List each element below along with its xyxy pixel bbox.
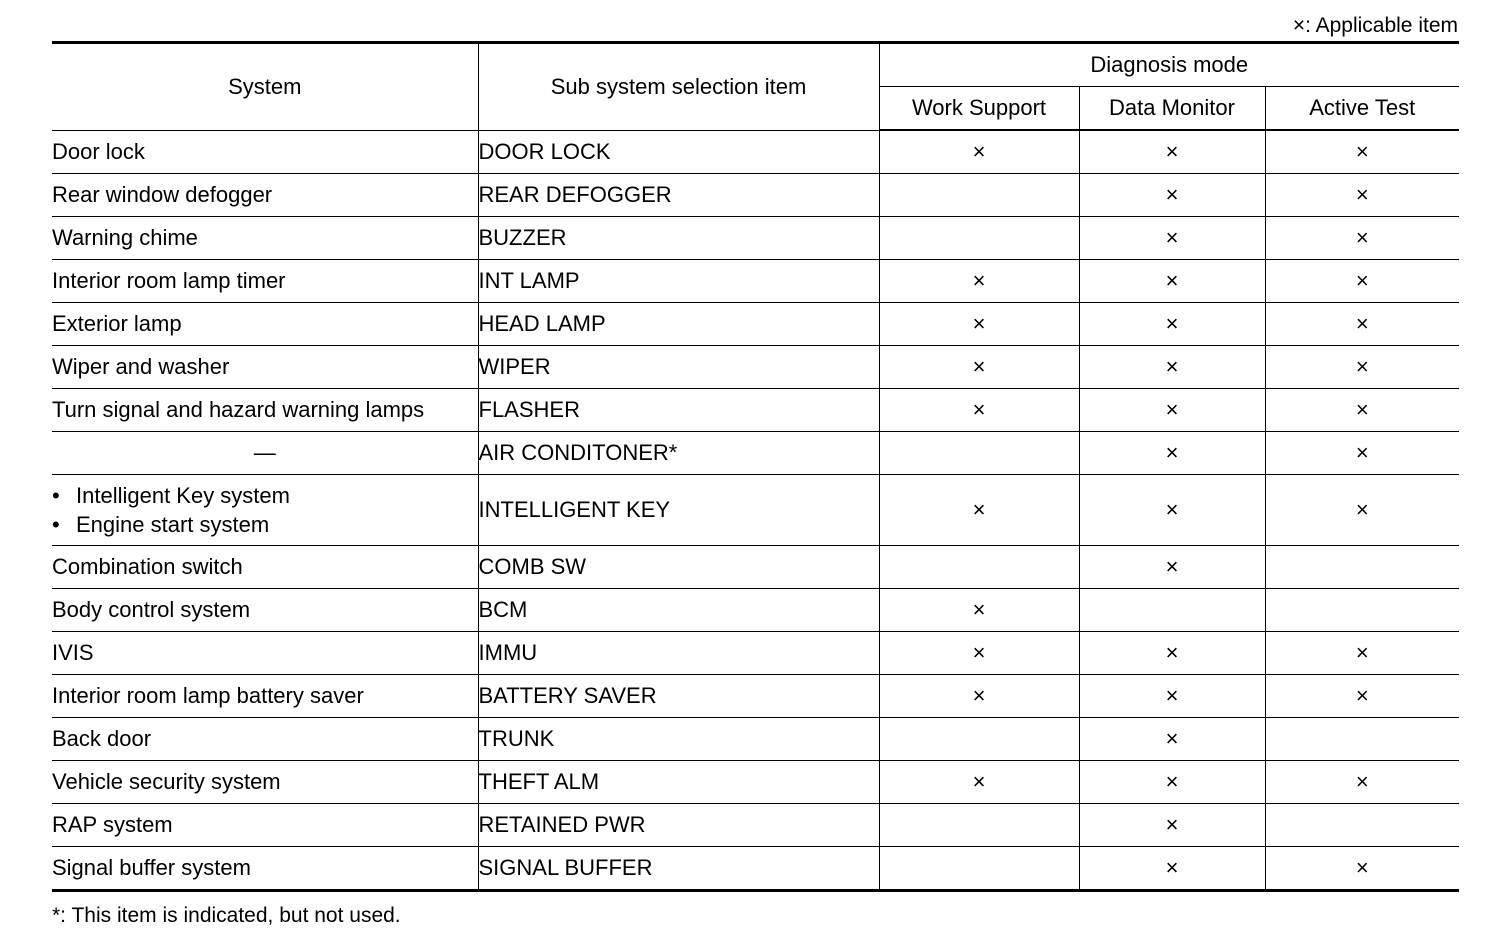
table-row xyxy=(52,546,1459,589)
work-support-mark: × xyxy=(879,389,1079,432)
active-test-mark: × xyxy=(1265,675,1459,718)
work-support-mark xyxy=(879,546,1079,589)
sub-system-cell: BUZZER xyxy=(478,217,879,260)
active-test-mark xyxy=(1265,546,1459,589)
bullet-item xyxy=(52,481,478,510)
system-cell: Interior room lamp battery saver xyxy=(52,675,478,718)
active-test-mark: × xyxy=(1265,346,1459,389)
sub-system-cell: RETAINED PWR xyxy=(478,804,879,847)
table-row xyxy=(52,174,1459,217)
active-test-mark: × xyxy=(1265,761,1459,804)
system-cell: Combination switch xyxy=(52,546,478,589)
data-monitor-mark: × xyxy=(1079,847,1265,891)
work-support-mark xyxy=(879,432,1079,475)
table-row xyxy=(52,130,1459,174)
data-monitor-mark: × xyxy=(1079,675,1265,718)
sub-system-cell: COMB SW xyxy=(478,546,879,589)
active-test-mark: × xyxy=(1265,130,1459,174)
active-test-mark: × xyxy=(1265,174,1459,217)
header-system: System xyxy=(52,43,478,131)
legend-applicable-item: ×: Applicable item xyxy=(1292,14,1458,37)
data-monitor-mark: × xyxy=(1079,346,1265,389)
sub-system-cell: THEFT ALM xyxy=(478,761,879,804)
system-cell: Turn signal and hazard warning lamps xyxy=(52,389,478,432)
system-cell: Back door xyxy=(52,718,478,761)
work-support-mark: × xyxy=(879,260,1079,303)
sub-system-cell: INTELLIGENT KEY xyxy=(478,475,879,546)
system-cell xyxy=(52,475,478,546)
table-row xyxy=(52,675,1459,718)
work-support-mark: × xyxy=(879,675,1079,718)
work-support-mark: × xyxy=(879,303,1079,346)
system-cell: Rear window defogger xyxy=(52,174,478,217)
data-monitor-mark: × xyxy=(1079,389,1265,432)
data-monitor-mark: × xyxy=(1079,130,1265,174)
work-support-mark: × xyxy=(879,632,1079,675)
data-monitor-mark: × xyxy=(1079,546,1265,589)
active-test-mark: × xyxy=(1265,389,1459,432)
data-monitor-mark: × xyxy=(1079,260,1265,303)
active-test-mark xyxy=(1265,589,1459,632)
table-row xyxy=(52,260,1459,303)
work-support-mark xyxy=(879,718,1079,761)
active-test-mark xyxy=(1265,804,1459,847)
footnote: *: This item is indicated, but not used. xyxy=(52,904,401,927)
sub-system-cell: DOOR LOCK xyxy=(478,130,879,174)
system-bullet-list xyxy=(52,481,478,539)
bullet-text: Intelligent Key system xyxy=(76,483,290,508)
diagnosis-mode-table xyxy=(52,41,1459,892)
work-support-mark xyxy=(879,804,1079,847)
bullet-icon: • xyxy=(52,512,60,537)
sub-system-cell: HEAD LAMP xyxy=(478,303,879,346)
table-row xyxy=(52,804,1459,847)
data-monitor-mark xyxy=(1079,589,1265,632)
active-test-mark: × xyxy=(1265,303,1459,346)
sub-system-cell: IMMU xyxy=(478,632,879,675)
sub-system-cell: BCM xyxy=(478,589,879,632)
work-support-mark xyxy=(879,174,1079,217)
header-sub-system: Sub system selection item xyxy=(478,43,879,131)
work-support-mark: × xyxy=(879,346,1079,389)
system-cell: Interior room lamp timer xyxy=(52,260,478,303)
sub-system-cell: BATTERY SAVER xyxy=(478,675,879,718)
work-support-mark xyxy=(879,847,1079,891)
data-monitor-mark: × xyxy=(1079,632,1265,675)
header-work-support: Work Support xyxy=(879,87,1079,131)
header-data-monitor: Data Monitor xyxy=(1079,87,1265,131)
sub-system-cell: WIPER xyxy=(478,346,879,389)
active-test-mark: × xyxy=(1265,632,1459,675)
work-support-mark: × xyxy=(879,761,1079,804)
work-support-mark: × xyxy=(879,130,1079,174)
sub-system-cell: INT LAMP xyxy=(478,260,879,303)
active-test-mark: × xyxy=(1265,475,1459,546)
bullet-icon: • xyxy=(52,483,60,508)
data-monitor-mark: × xyxy=(1079,718,1265,761)
data-monitor-mark: × xyxy=(1079,217,1265,260)
active-test-mark: × xyxy=(1265,217,1459,260)
table-row xyxy=(52,761,1459,804)
header-active-test: Active Test xyxy=(1265,87,1459,131)
system-cell: IVIS xyxy=(52,632,478,675)
work-support-mark: × xyxy=(879,475,1079,546)
work-support-mark: × xyxy=(879,589,1079,632)
active-test-mark: × xyxy=(1265,260,1459,303)
data-monitor-mark: × xyxy=(1079,761,1265,804)
sub-system-cell: AIR CONDITONER* xyxy=(478,432,879,475)
table-row xyxy=(52,303,1459,346)
table-row xyxy=(52,718,1459,761)
bullet-item xyxy=(52,510,478,539)
system-cell-empty-dash: — xyxy=(52,432,478,475)
data-monitor-mark: × xyxy=(1079,303,1265,346)
system-cell: Body control system xyxy=(52,589,478,632)
table-row xyxy=(52,475,1459,546)
active-test-mark: × xyxy=(1265,432,1459,475)
system-cell: Vehicle security system xyxy=(52,761,478,804)
system-cell: Warning chime xyxy=(52,217,478,260)
sub-system-cell: REAR DEFOGGER xyxy=(478,174,879,217)
data-monitor-mark: × xyxy=(1079,475,1265,546)
table-row xyxy=(52,432,1459,475)
sub-system-cell: TRUNK xyxy=(478,718,879,761)
bullet-text: Engine start system xyxy=(76,512,270,537)
system-cell: Door lock xyxy=(52,130,478,174)
sub-system-cell: SIGNAL BUFFER xyxy=(478,847,879,891)
system-cell: Signal buffer system xyxy=(52,847,478,891)
table-row xyxy=(52,217,1459,260)
table-row xyxy=(52,346,1459,389)
system-cell: Wiper and washer xyxy=(52,346,478,389)
data-monitor-mark: × xyxy=(1079,804,1265,847)
sub-system-cell: FLASHER xyxy=(478,389,879,432)
active-test-mark xyxy=(1265,718,1459,761)
active-test-mark: × xyxy=(1265,847,1459,891)
system-cell: RAP system xyxy=(52,804,478,847)
data-monitor-mark: × xyxy=(1079,174,1265,217)
table-row xyxy=(52,632,1459,675)
table-row xyxy=(52,589,1459,632)
data-monitor-mark: × xyxy=(1079,432,1265,475)
header-diagnosis-mode: Diagnosis mode xyxy=(879,43,1459,87)
table-row xyxy=(52,847,1459,891)
system-cell: Exterior lamp xyxy=(52,303,478,346)
table-row xyxy=(52,389,1459,432)
work-support-mark xyxy=(879,217,1079,260)
